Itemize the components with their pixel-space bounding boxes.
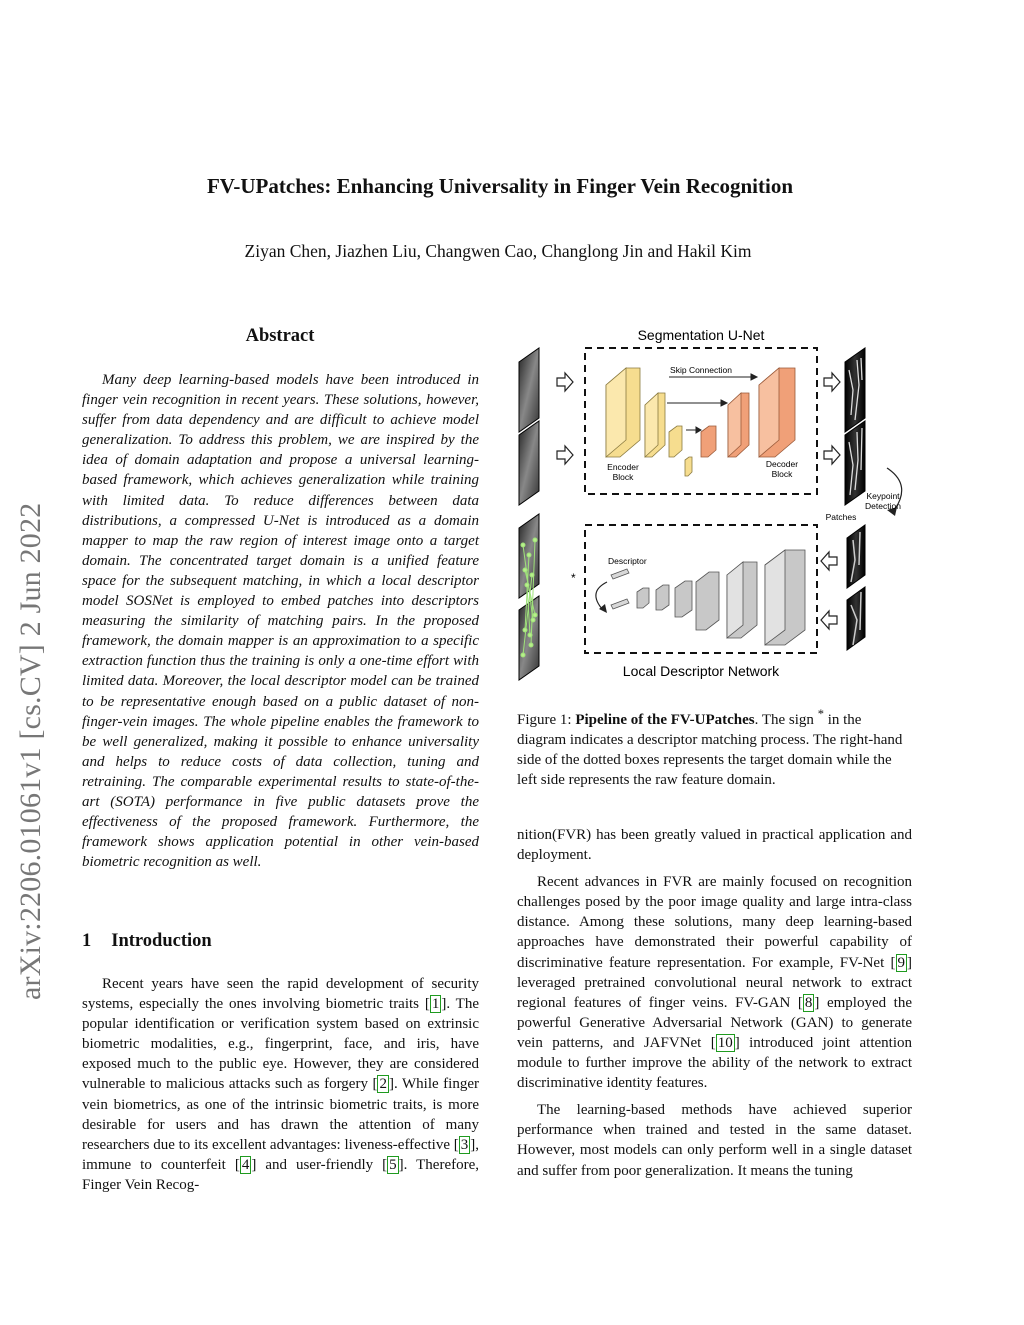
patch-arrow-icon (821, 552, 837, 570)
abstract-body (82, 370, 479, 872)
figure-caption (517, 704, 912, 790)
paragraph: nition(FVR) has been greatly valued in practical application and deployment. (517, 827, 912, 864)
right-column-body (517, 825, 912, 1188)
caption-label: Figure 1: (517, 712, 576, 728)
caption-star: * (817, 707, 824, 721)
citation-link[interactable]: 3 (460, 1136, 469, 1153)
paper-authors: Ziyan Chen, Jiazhen Liu, Changwen Cao, Changlong Jin and Hakil Kim (244, 241, 752, 261)
section-number: 1 (82, 931, 92, 951)
text-run: introduced joint attention module to further improve the ability of the network to extract discriminative identity features. (517, 1034, 912, 1092)
descriptor-network-title: Local Descriptor Network (622, 663, 780, 679)
citation-link[interactable]: 10 (717, 1034, 733, 1051)
arxiv-identifier: arXiv:2206.01061v1 [cs.CV] 2 Jun 2022 (14, 502, 47, 1000)
decoder-label: Decoder (765, 459, 799, 469)
text-run: . The sign (754, 712, 818, 728)
encoder-label: Encoder (607, 462, 639, 472)
citation-link[interactable]: 9 (897, 954, 905, 971)
text-run: . The popular identification or verification system based on extrinsic biometric modalities, e.g., fingerprint, face, and iris, have exposed much to the public eye. However, they are considered vulnerable to malicious attacks such as forgery (82, 996, 479, 1093)
citation-link[interactable]: 5 (389, 1156, 397, 1173)
introduction-body (82, 974, 479, 1202)
text-run: leveraged pretrained convolutional neural network to extract regional features of finger veins. FV-GAN (517, 974, 912, 1011)
abstract-text: Many deep learning-based models have been introduced in finger vein recognition in recent years. These solutions, however, suffer from data dependency and are difficult to achieve model generalization. To address this problem, we are inspired by the idea of domain adaptation and propose a universal learning-based framework, which achieves generalization while training with limited data. To reduce differences between data distributions, a compressed U-Net is introduced as a domain mapper to map the raw region of interest image onto a target domain. The concentrated target domain is a unified feature space for the subsequent matching, in which a local descriptor model SOSNet is employed to embed patches into descriptors measuring the similarity of matching pairs. In the proposed framework, the domain mapper is an approximation to a specific extraction function thus the training is only a one-time effort with limited data. Moreover, the local descriptor model can be trained to be representative enough based on a public dataset of non-finger-vein images. The whole pipeline enables the framework to be well generalized, making it possible to enhance universality and helps to reduce costs of data collection, tuning and retraining. The comparable experimental results to state-of-the-art (SOTA) performance in five public datasets prove the effectiveness of the proposed framework. Furthermore, the framework shows application potential in other vein-based biometric recognition as well. (82, 372, 479, 871)
skip-connection-label: Skip Connection (670, 365, 732, 375)
keypoint-label: Detection (865, 501, 901, 511)
text-run: in the diagram indicates a descriptor matching process. The right-hand side of the dotted boxes represents the target domain while the left side represents the raw feature domain. (517, 712, 903, 789)
pipeline-figure (515, 320, 915, 690)
citation-link[interactable]: 1 (431, 996, 440, 1013)
section-heading-introduction (82, 931, 212, 952)
paragraph: Recent advances in FVR are mainly focused on recognition challenges posed by the poor image quality and large intra-class distance. Among these solutions, many deep learning-based approaches have demonstrated their powerful capability of discriminative feature representation. For example, FV-Net [ 9 ] leveraged pretrained convolutional neural network to extract regional features of finger veins. FV-GAN [ 8 ] employed the powerful Generative Adversarial Network (GAN) to generate vein patterns, and JAFVNet [ 10 ] introduced joint attention module to further improve the ability of the network to extract discriminative identity features. (517, 874, 912, 1092)
encoder-blocks (606, 368, 692, 476)
text-run: . While finger vein biometrics, as one of the intrinsic biometric traits, is more desirable for users and has drawn the attention of many researchers due to its excellent advantages: liveness-effective (82, 1076, 479, 1153)
segmented-vein-image (845, 348, 865, 432)
citation-link[interactable]: 2 (379, 1076, 387, 1093)
citation-link[interactable]: 8 (804, 994, 813, 1011)
raw-finger-image (519, 348, 539, 432)
vein-patch-image (847, 525, 865, 588)
output-arrow-icon (824, 446, 840, 464)
arrowhead-icon (599, 604, 607, 613)
text-run: Recent advances in FVR are mainly focused on recognition challenges posed by the poor image quality and large intra-class distance. Among these solutions, many deep learning-based approaches have demonstrated their powerful capability of discriminative feature representation. For example, FV-Net (517, 874, 912, 971)
abstract-heading: Abstract (245, 326, 315, 346)
decoder-blocks (701, 368, 795, 457)
paper-title: FV-UPatches: Enhancing Universality in Finger Vein Recognition (206, 174, 794, 198)
patch-arrow-icon (821, 611, 837, 629)
raw-finger-image-keypoints (519, 514, 539, 680)
section-title: Introduction (111, 931, 212, 951)
vein-patch-image (847, 587, 865, 650)
decoder-label: Block (771, 469, 793, 479)
output-arrow-icon (824, 373, 840, 391)
text-run: , immune to counterfeit (82, 1136, 479, 1173)
keypoint-label: Keypoint (866, 491, 900, 501)
pipeline-diagram (515, 320, 915, 690)
raw-finger-image (519, 421, 539, 505)
patches-label: Patches (825, 512, 857, 522)
caption-bold: Pipeline of the FV-UPatches (575, 712, 755, 728)
matching-star: * (571, 571, 576, 585)
paragraph: The learning-based methods have achieved superior performance when trained and tested in the same dataset. However, most models can only perform well in a single dataset and suffer from poor generalization. It means the tuning (517, 1102, 912, 1179)
input-arrow-icon (557, 446, 573, 464)
segmented-vein-image (845, 421, 865, 505)
text-run: . Therefore, Finger Vein Recog- (82, 1156, 480, 1193)
text-run: and user-friendly (256, 1156, 383, 1173)
intro-paragraph: Recent years have seen the rapid development of security systems, especially the ones involving biometric traits [ 1 ]. The popular identification or verification system based on extrinsic biometric modalities, e.g., fingerprint, face, and iris, have exposed much to the public eye. However, they are considered vulnerable to malicious attacks such as forgery [ 2 ]. While finger vein biometrics, as one of the intrinsic biometric traits, is more desirable for users and has drawn the attention of many researchers due to its excellent advantages: liveness-effective [ 3 ], immune to counterfeit [ 4 ] and user-friendly [ 5 ]. Therefore, Finger Vein Recog- (82, 976, 480, 1193)
descriptor-label: Descriptor (608, 556, 647, 566)
citation-link[interactable]: 4 (241, 1156, 250, 1173)
text-run: employed the powerful Generative Adversarial Network (GAN) to generate vein patterns, and JAFVNet (517, 994, 912, 1051)
input-arrow-icon (557, 373, 573, 391)
encoder-label: Block (612, 472, 634, 482)
text-run: Recent years have seen the rapid development of security systems, especially the ones involving biometric traits (82, 976, 479, 1013)
unet-title: Segmentation U-Net (637, 327, 765, 343)
